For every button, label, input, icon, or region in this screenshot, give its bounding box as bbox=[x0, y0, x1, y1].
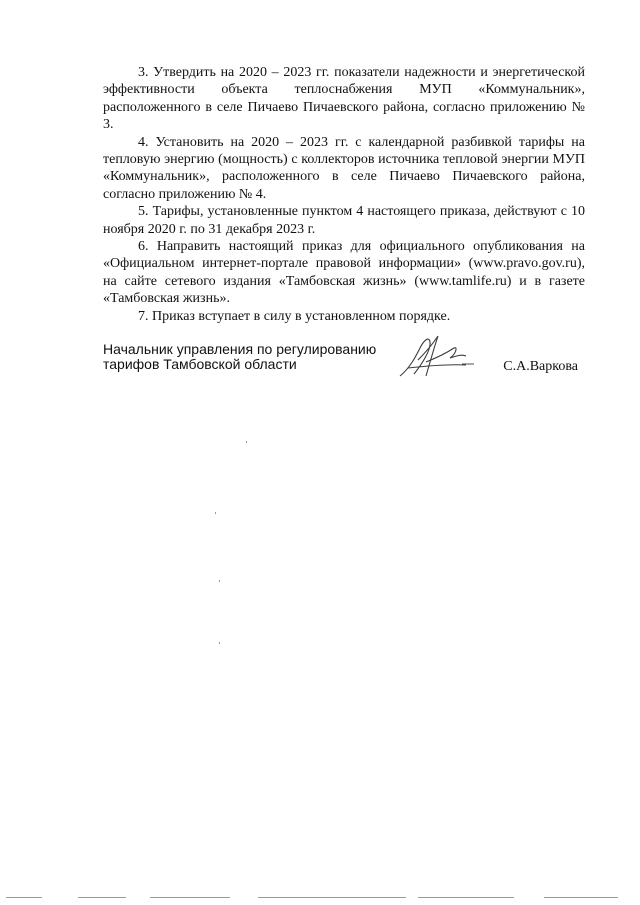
scan-edge-line bbox=[418, 897, 514, 898]
paragraph-7: 7. Приказ вступает в силу в установленном порядке. bbox=[138, 308, 451, 324]
scan-edge-line bbox=[6, 897, 42, 898]
signatory-title-line-2: тарифов Тамбовской области bbox=[103, 356, 297, 372]
scan-edge-line bbox=[78, 897, 126, 898]
handwritten-signature-icon bbox=[396, 332, 488, 380]
signatory-name: С.А.Варкова bbox=[503, 359, 578, 374]
scan-speck bbox=[219, 642, 220, 644]
scan-speck bbox=[219, 580, 220, 582]
document-body bbox=[103, 64, 585, 325]
scan-speck bbox=[246, 441, 247, 443]
signatory-title bbox=[103, 342, 376, 372]
paragraph-3: 3. Утвердить на 2020 – 2023 гг. показатели надежности и энергетической эффективности объекта теплоснабжения МУП «Коммунальник», расположенного в селе Пичаево Пичаевского района, согласно приложению № 3. bbox=[103, 65, 585, 133]
scan-edge-line bbox=[544, 897, 618, 898]
scan-edge-line bbox=[258, 897, 406, 898]
paragraph-4: 4. Установить на 2020 – 2023 гг. с календарной разбивкой тарифы на тепловую энергию (мощность) с коллекторов источника тепловой энергии МУП «Коммунальник», расположенного в селе Пичаево Пичаевского района, согласно приложению № 4. bbox=[103, 134, 585, 202]
paragraph-6: 6. Направить настоящий приказ для официального опубликования на «Официальном интернет-портале правовой информации» (www.pravo.gov.ru), на сайте сетевого издания «Тамбовская жизнь» (www.tamlife.ru) и в газете «Тамбовская жизнь». bbox=[103, 239, 585, 307]
paragraph-5: 5. Тарифы, установленные пунктом 4 настоящего приказа, действуют с 10 ноября 2020 г. по 31 декабря 2023 г. bbox=[103, 204, 585, 237]
scan-edge-line bbox=[150, 897, 230, 898]
signature-block bbox=[103, 342, 585, 382]
scan-speck bbox=[215, 512, 216, 514]
signatory-title-line-1: Начальник управления по регулированию bbox=[103, 341, 377, 357]
